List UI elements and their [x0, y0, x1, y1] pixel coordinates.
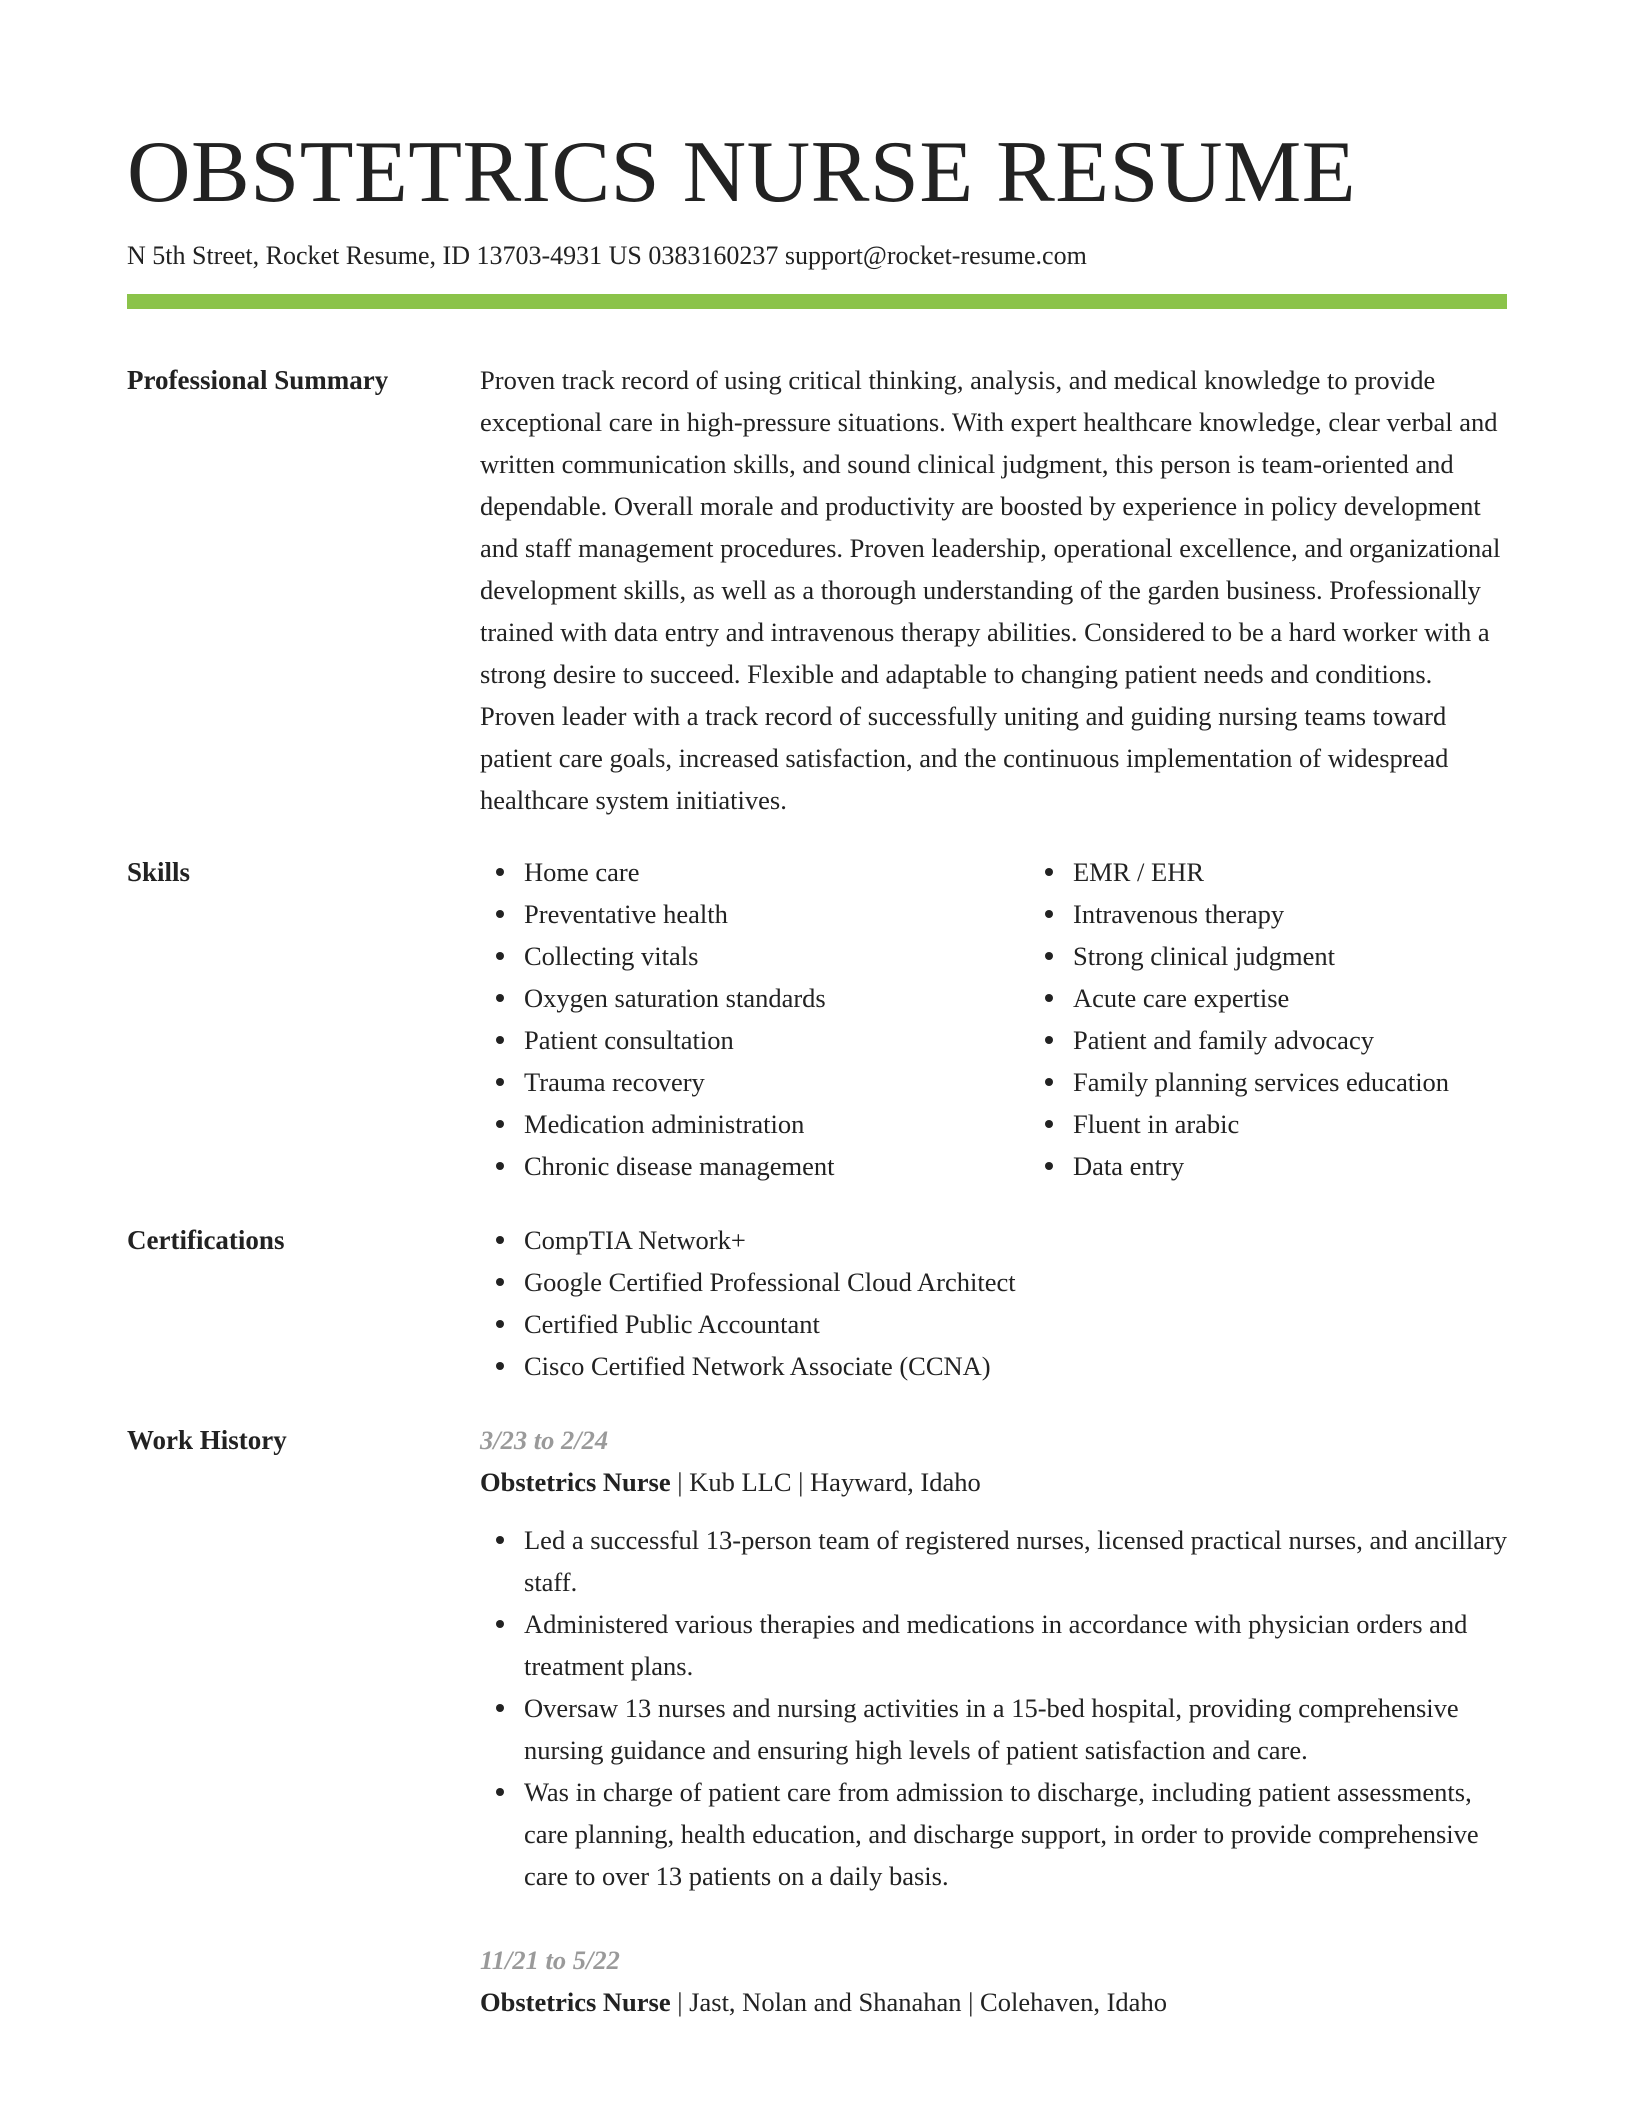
certifications-list [480, 1219, 1508, 1387]
job-bullet: Was in charge of patient care from admission to discharge, including patient assessments, care planning, health education, and discharge support, in order to provide comprehensive care to over 13 patients on a daily basis. [524, 1771, 1508, 1897]
certification-item: Certified Public Accountant [524, 1303, 1508, 1345]
skill-item: Oxygen saturation standards [524, 977, 1029, 1019]
job-entry [480, 1419, 1508, 1897]
section-label-work-history: Work History [127, 1425, 287, 1455]
certification-item: CompTIA Network+ [524, 1219, 1508, 1261]
job-employer-location: | Kub LLC | Hayward, Idaho [670, 1467, 981, 1497]
skill-item: Strong clinical judgment [1073, 935, 1578, 977]
skill-item: Chronic disease management [524, 1145, 1029, 1187]
section-label-summary: Professional Summary [127, 365, 389, 395]
resume-title: OBSTETRICS NURSE RESUME [127, 124, 1357, 221]
resume-page [127, 0, 1507, 2023]
job-title: Obstetrics Nurse [480, 1987, 671, 2017]
section-certifications [127, 1219, 1507, 1387]
contact-line: N 5th Street, Rocket Resume, ID 13703-4931 US 0383160237 support@rocket-resume.com [127, 241, 1087, 270]
certification-item: Google Certified Professional Cloud Architect [524, 1261, 1508, 1303]
skill-item: Family planning services education [1073, 1061, 1578, 1103]
skill-item: EMR / EHR [1073, 851, 1578, 893]
job-employer-location: | Jast, Nolan and Shanahan | Colehaven, Idaho [670, 1987, 1167, 2017]
job-heading [480, 1461, 1508, 1503]
job-heading [480, 1981, 1508, 2023]
section-label-certifications: Certifications [127, 1225, 285, 1255]
skill-item: Data entry [1073, 1145, 1578, 1187]
skill-item: Fluent in arabic [1073, 1103, 1578, 1145]
skill-item: Acute care expertise [1073, 977, 1578, 1019]
section-work-history [127, 1419, 1507, 2023]
job-dates: 3/23 to 2/24 [480, 1425, 609, 1455]
section-professional-summary [127, 359, 1507, 821]
summary-text: Proven track record of using critical thinking, analysis, and medical knowledge to provide exceptional care in high-pressure situations. With expert healthcare knowledge, clear verbal and written communication skills, and sound clinical judgment, this person is team-oriented and dependable. Overall morale and productivity are boosted by experience in policy development and staff management procedures. Proven leadership, operational excellence, and organizational development skills, as well as a thorough understanding of the garden business. Professionally trained with data entry and intravenous therapy abilities. Considered to be a hard worker with a strong desire to succeed. Flexible and adaptable to changing patient needs and conditions. Proven leader with a track record of successfully uniting and guiding nursing teams toward patient care goals, increased satisfaction, and the continuous implementation of widespread healthcare system initiatives. [480, 365, 1501, 815]
skill-item: Home care [524, 851, 1029, 893]
skill-item: Patient consultation [524, 1019, 1029, 1061]
skill-item: Intravenous therapy [1073, 893, 1578, 935]
certification-item: Cisco Certified Network Associate (CCNA) [524, 1345, 1508, 1387]
job-bullet: Administered various therapies and medications in accordance with physician orders and treatment plans. [524, 1603, 1508, 1687]
skill-item: Trauma recovery [524, 1061, 1029, 1103]
section-skills [127, 851, 1507, 1187]
job-bullet: Oversaw 13 nurses and nursing activities in a 15-bed hospital, providing comprehensive nursing guidance and ensuring high levels of patient satisfaction and care. [524, 1687, 1508, 1771]
job-bullet: Led a successful 13-person team of registered nurses, licensed practical nurses, and ancillary staff. [524, 1519, 1508, 1603]
header-divider [127, 294, 1507, 309]
skill-item: Patient and family advocacy [1073, 1019, 1578, 1061]
skills-list-left [480, 851, 1029, 1187]
job-dates: 11/21 to 5/22 [480, 1945, 620, 1975]
job-bullet-list [480, 1519, 1508, 1897]
skills-list-right [1029, 851, 1578, 1187]
skill-item: Collecting vitals [524, 935, 1029, 977]
job-entry [480, 1939, 1508, 2023]
skill-item: Medication administration [524, 1103, 1029, 1145]
job-title: Obstetrics Nurse [480, 1467, 671, 1497]
skill-item: Preventative health [524, 893, 1029, 935]
section-label-skills: Skills [127, 857, 191, 887]
